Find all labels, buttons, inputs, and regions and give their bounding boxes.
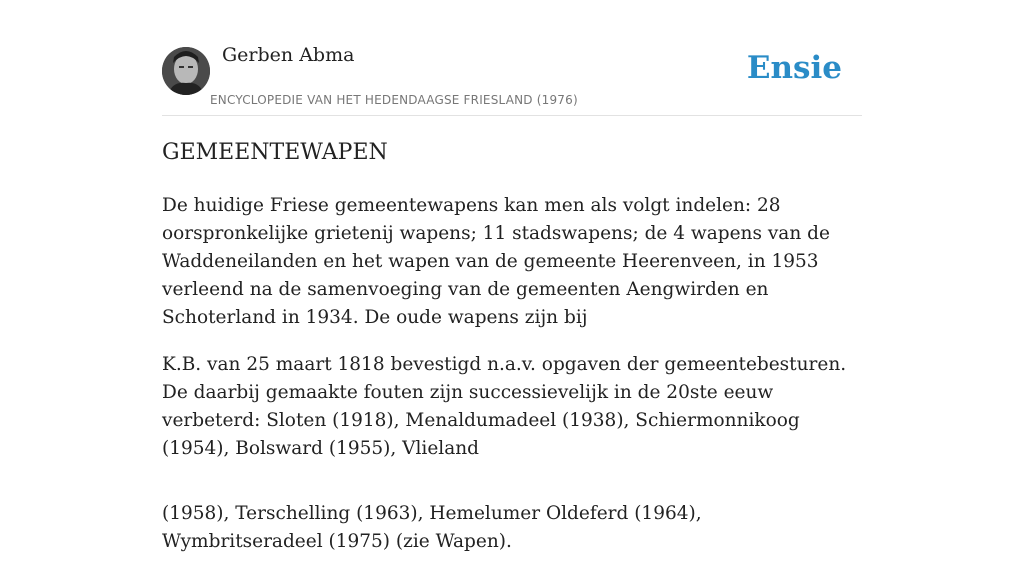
author-photo [162, 47, 210, 95]
article-paragraph: De huidige Friese gemeentewapens kan men als volgt indelen: 28 oorspronkelijke grietenij wapens; 11 stadswapens; de 4 wapens van de Waddeneilanden en het wapen van de gemeente Heerenveen, in 1953 verleend na de samenvoeging van de gemeenten Aengwirden en Schoterland in 1934. De oude wapens zijn bij [162, 195, 830, 328]
ensie-logo[interactable]: Ensie [746, 50, 842, 86]
header-divider [162, 115, 862, 116]
article-body [162, 192, 867, 575]
author-name[interactable]: Gerben Abma [222, 44, 355, 66]
source-title[interactable]: ENCYCLOPEDIE VAN HET HEDENDAAGSE FRIESLAND (1976) [210, 93, 578, 107]
author-avatar[interactable] [162, 47, 210, 95]
article-page [162, 0, 862, 552]
article-title: GEMEENTEWAPEN [162, 140, 388, 165]
article-paragraph: K.B. van 25 maart 1818 bevestigd n.a.v. opgaven der gemeentebesturen. De daarbij gemaakte fouten zijn successievelijk in de 20ste eeuw verbeterd: Sloten (1918), Menaldumadeel (1938), Schiermonnikoog (1954), Bolsward (1955), Vlieland [162, 354, 847, 459]
article-paragraph: (1958), Terschelling (1963), Hemelumer Oldeferd (1964), Wymbritseradeel (1975) (zie Wapen). [162, 503, 702, 552]
